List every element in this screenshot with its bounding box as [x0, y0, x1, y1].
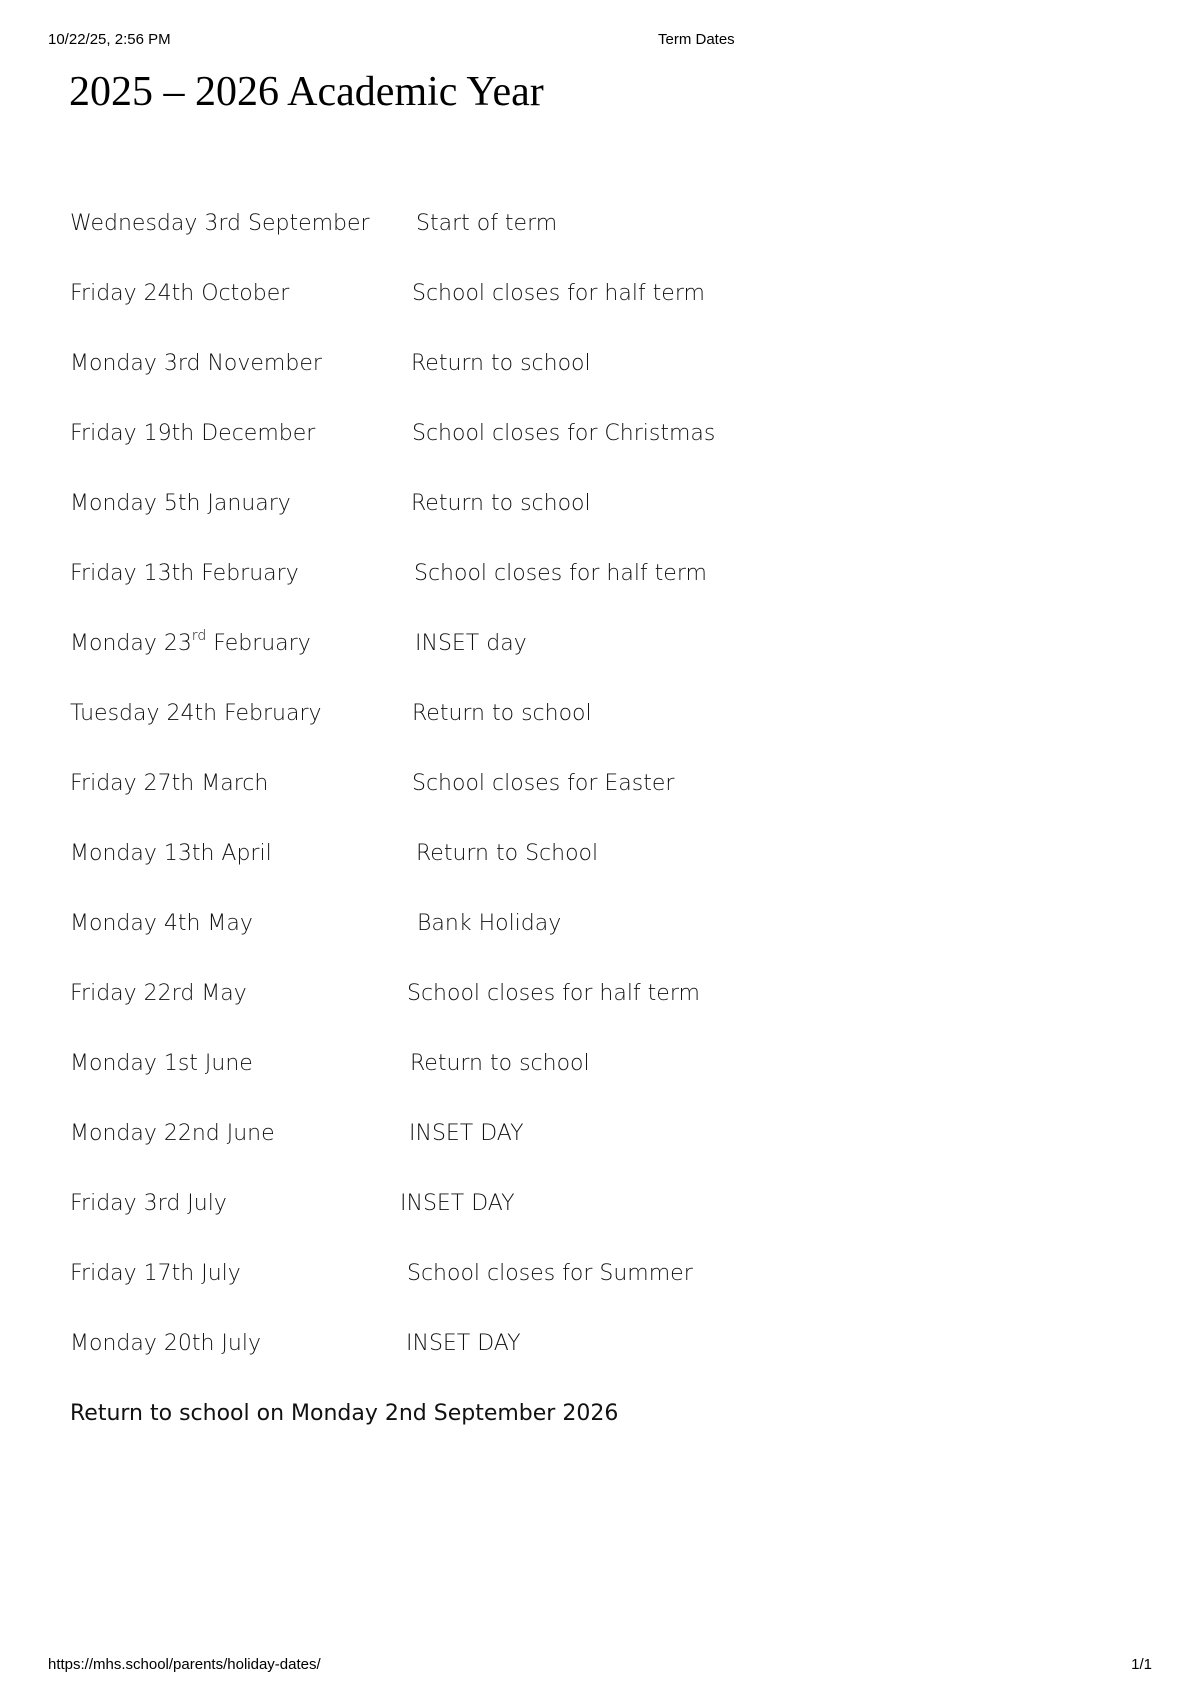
- term-date: Friday 3rd July: [70, 1191, 227, 1216]
- term-date: Monday 5th January: [70, 491, 291, 516]
- term-date: Friday 24th October: [70, 281, 290, 306]
- list-item: [70, 1324, 970, 1394]
- term-date-prefix: Monday 23: [70, 631, 192, 656]
- list-item: [70, 414, 970, 484]
- list-item: [70, 344, 970, 414]
- term-date: Tuesday 24th February: [70, 701, 322, 726]
- term-event: Return to school: [412, 701, 592, 726]
- term-event: Return to school: [411, 351, 591, 376]
- term-date: Friday 19th December: [70, 421, 316, 446]
- term-date: Friday 22rd May: [70, 981, 247, 1006]
- term-event: Return to School: [416, 841, 599, 866]
- list-item: [70, 554, 970, 624]
- page-number: 1/1: [1131, 1656, 1152, 1673]
- term-event: School closes for half term: [414, 561, 707, 586]
- page-title: 2025 – 2026 Academic Year: [69, 69, 544, 115]
- list-item: [70, 694, 970, 764]
- term-date: Wednesday 3rd September: [70, 211, 370, 236]
- term-event: Bank Holiday: [417, 911, 562, 936]
- term-event: INSET DAY: [400, 1191, 515, 1216]
- term-event: INSET day: [415, 631, 527, 656]
- list-item: [70, 1114, 970, 1184]
- list-item: [70, 1254, 970, 1324]
- list-item: [70, 974, 970, 1044]
- term-date: Monday 4th May: [70, 911, 253, 936]
- term-date: Monday 1st June: [70, 1051, 253, 1076]
- list-item: [70, 204, 970, 274]
- term-event: Return to school: [410, 1051, 590, 1076]
- term-date: Monday 22nd June: [70, 1121, 275, 1146]
- term-event: School closes for Christmas: [412, 421, 716, 446]
- term-event: School closes for Easter: [412, 771, 675, 796]
- closing-note: Return to school on Monday 2nd September 2026: [70, 1401, 619, 1426]
- term-event: Start of term: [416, 211, 558, 236]
- term-event: School closes for Summer: [407, 1261, 693, 1286]
- term-event: School closes for half term: [412, 281, 705, 306]
- term-date: Friday 13th February: [70, 561, 299, 586]
- list-item: [70, 904, 970, 974]
- list-item: [70, 834, 970, 904]
- term-date: Friday 17th July: [70, 1261, 241, 1286]
- print-header: [48, 31, 1152, 51]
- print-doc-title: Term Dates: [658, 31, 735, 48]
- term-date: Monday 20th July: [70, 1331, 261, 1356]
- term-event: INSET DAY: [409, 1121, 524, 1146]
- list-item: [70, 764, 970, 834]
- term-event: INSET DAY: [406, 1331, 521, 1356]
- term-date: Friday 27th March: [70, 771, 269, 796]
- term-dates-list: [70, 204, 970, 1394]
- print-footer: [48, 1656, 1152, 1676]
- term-date: Monday 3rd November: [70, 351, 322, 376]
- list-item: [70, 484, 970, 554]
- term-date: Monday 13th April: [70, 841, 272, 866]
- term-date-suffix: February: [206, 631, 311, 656]
- list-item: [70, 624, 970, 694]
- term-event: Return to school: [411, 491, 591, 516]
- list-item: [70, 1184, 970, 1254]
- list-item: [70, 1044, 970, 1114]
- page-url: https://mhs.school/parents/holiday-dates/: [48, 1656, 321, 1673]
- term-date: [70, 624, 311, 664]
- term-event: School closes for half term: [407, 981, 700, 1006]
- print-timestamp: 10/22/25, 2:56 PM: [48, 31, 171, 48]
- ordinal-suffix: rd: [191, 628, 207, 644]
- list-item: [70, 274, 970, 344]
